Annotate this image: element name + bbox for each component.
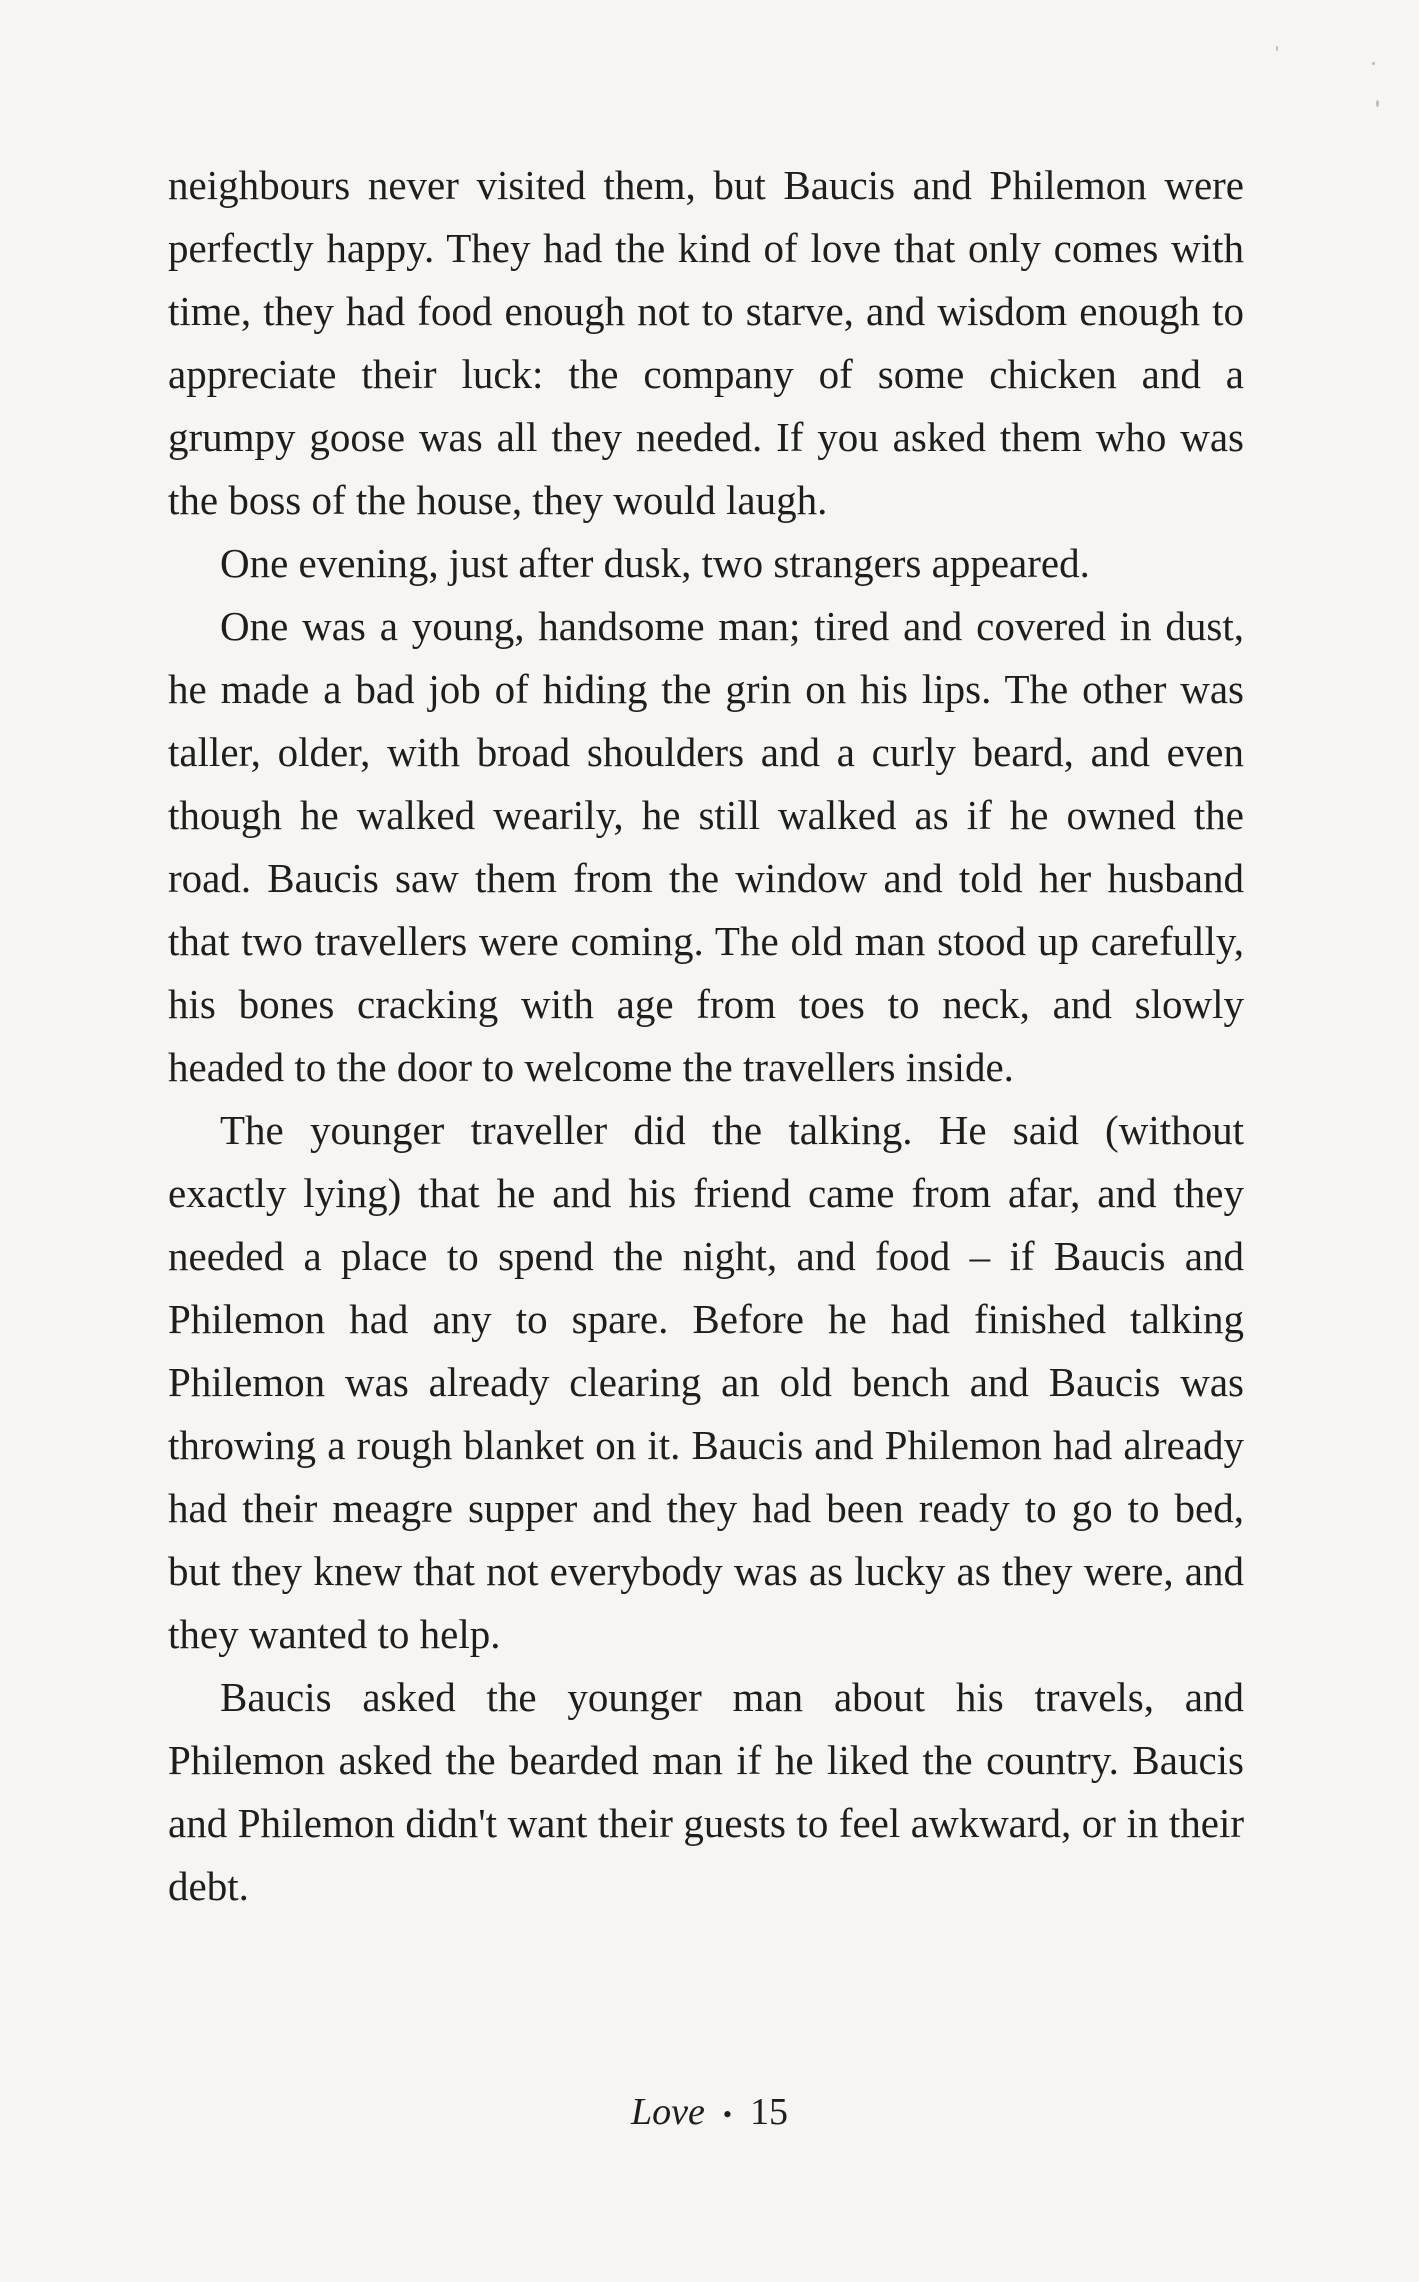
paragraph: One was a young, handsome man; tired and covered in dust, he made a bad job of hiding the grin on his lips. The other was taller, older, with broad shoulders and a curly beard, and even though he walked wearily, he still walked as if he owned the road. Baucis saw them from the window and told her husband that two travellers were coming. The old man stood up carefully, his bones cracking with age from toes to neck, and slowly headed to the door to welcome the travellers inside. <box>168 603 1244 1090</box>
footer-separator: • <box>722 2100 732 2130</box>
running-head: Love <box>631 2091 705 2133</box>
scan-speck <box>1276 46 1278 51</box>
body-text <box>168 154 1244 1918</box>
paragraph-continued: neighbours never visited them, but Baucis and Philemon were perfectly happy. They had the kind of love that only comes with time, they had food enough not to starve, and wisdom enough to appreciate their luck: the company of some chicken and a grumpy goose was all they needed. If you asked them who was the boss of the house, they would laugh. <box>168 162 1244 523</box>
page-number: 15 <box>749 2091 788 2133</box>
scan-speck <box>1376 100 1379 107</box>
scan-speck <box>1372 62 1375 65</box>
paragraph: The younger traveller did the talking. He said (without exactly lying) that he and his friend came from afar, and they needed a place to spend the night, and food – if Baucis and Philemon had any to spare. Before he had finished talking Philemon was already clearing an old bench and Baucis was throwing a rough blanket on it. Baucis and Philemon had already had their meagre supper and they had been ready to go to bed, but they knew that not everybody was as lucky as they were, and they wanted to help. <box>168 1107 1244 1657</box>
paragraph: Baucis asked the younger man about his travels, and Philemon asked the bearded man if he liked the country. Baucis and Philemon didn't want their guests to feel awkward, or in their debt. <box>168 1674 1244 1909</box>
page-footer <box>0 2088 1419 2139</box>
paragraph: One evening, just after dusk, two strangers appeared. <box>220 540 1090 586</box>
